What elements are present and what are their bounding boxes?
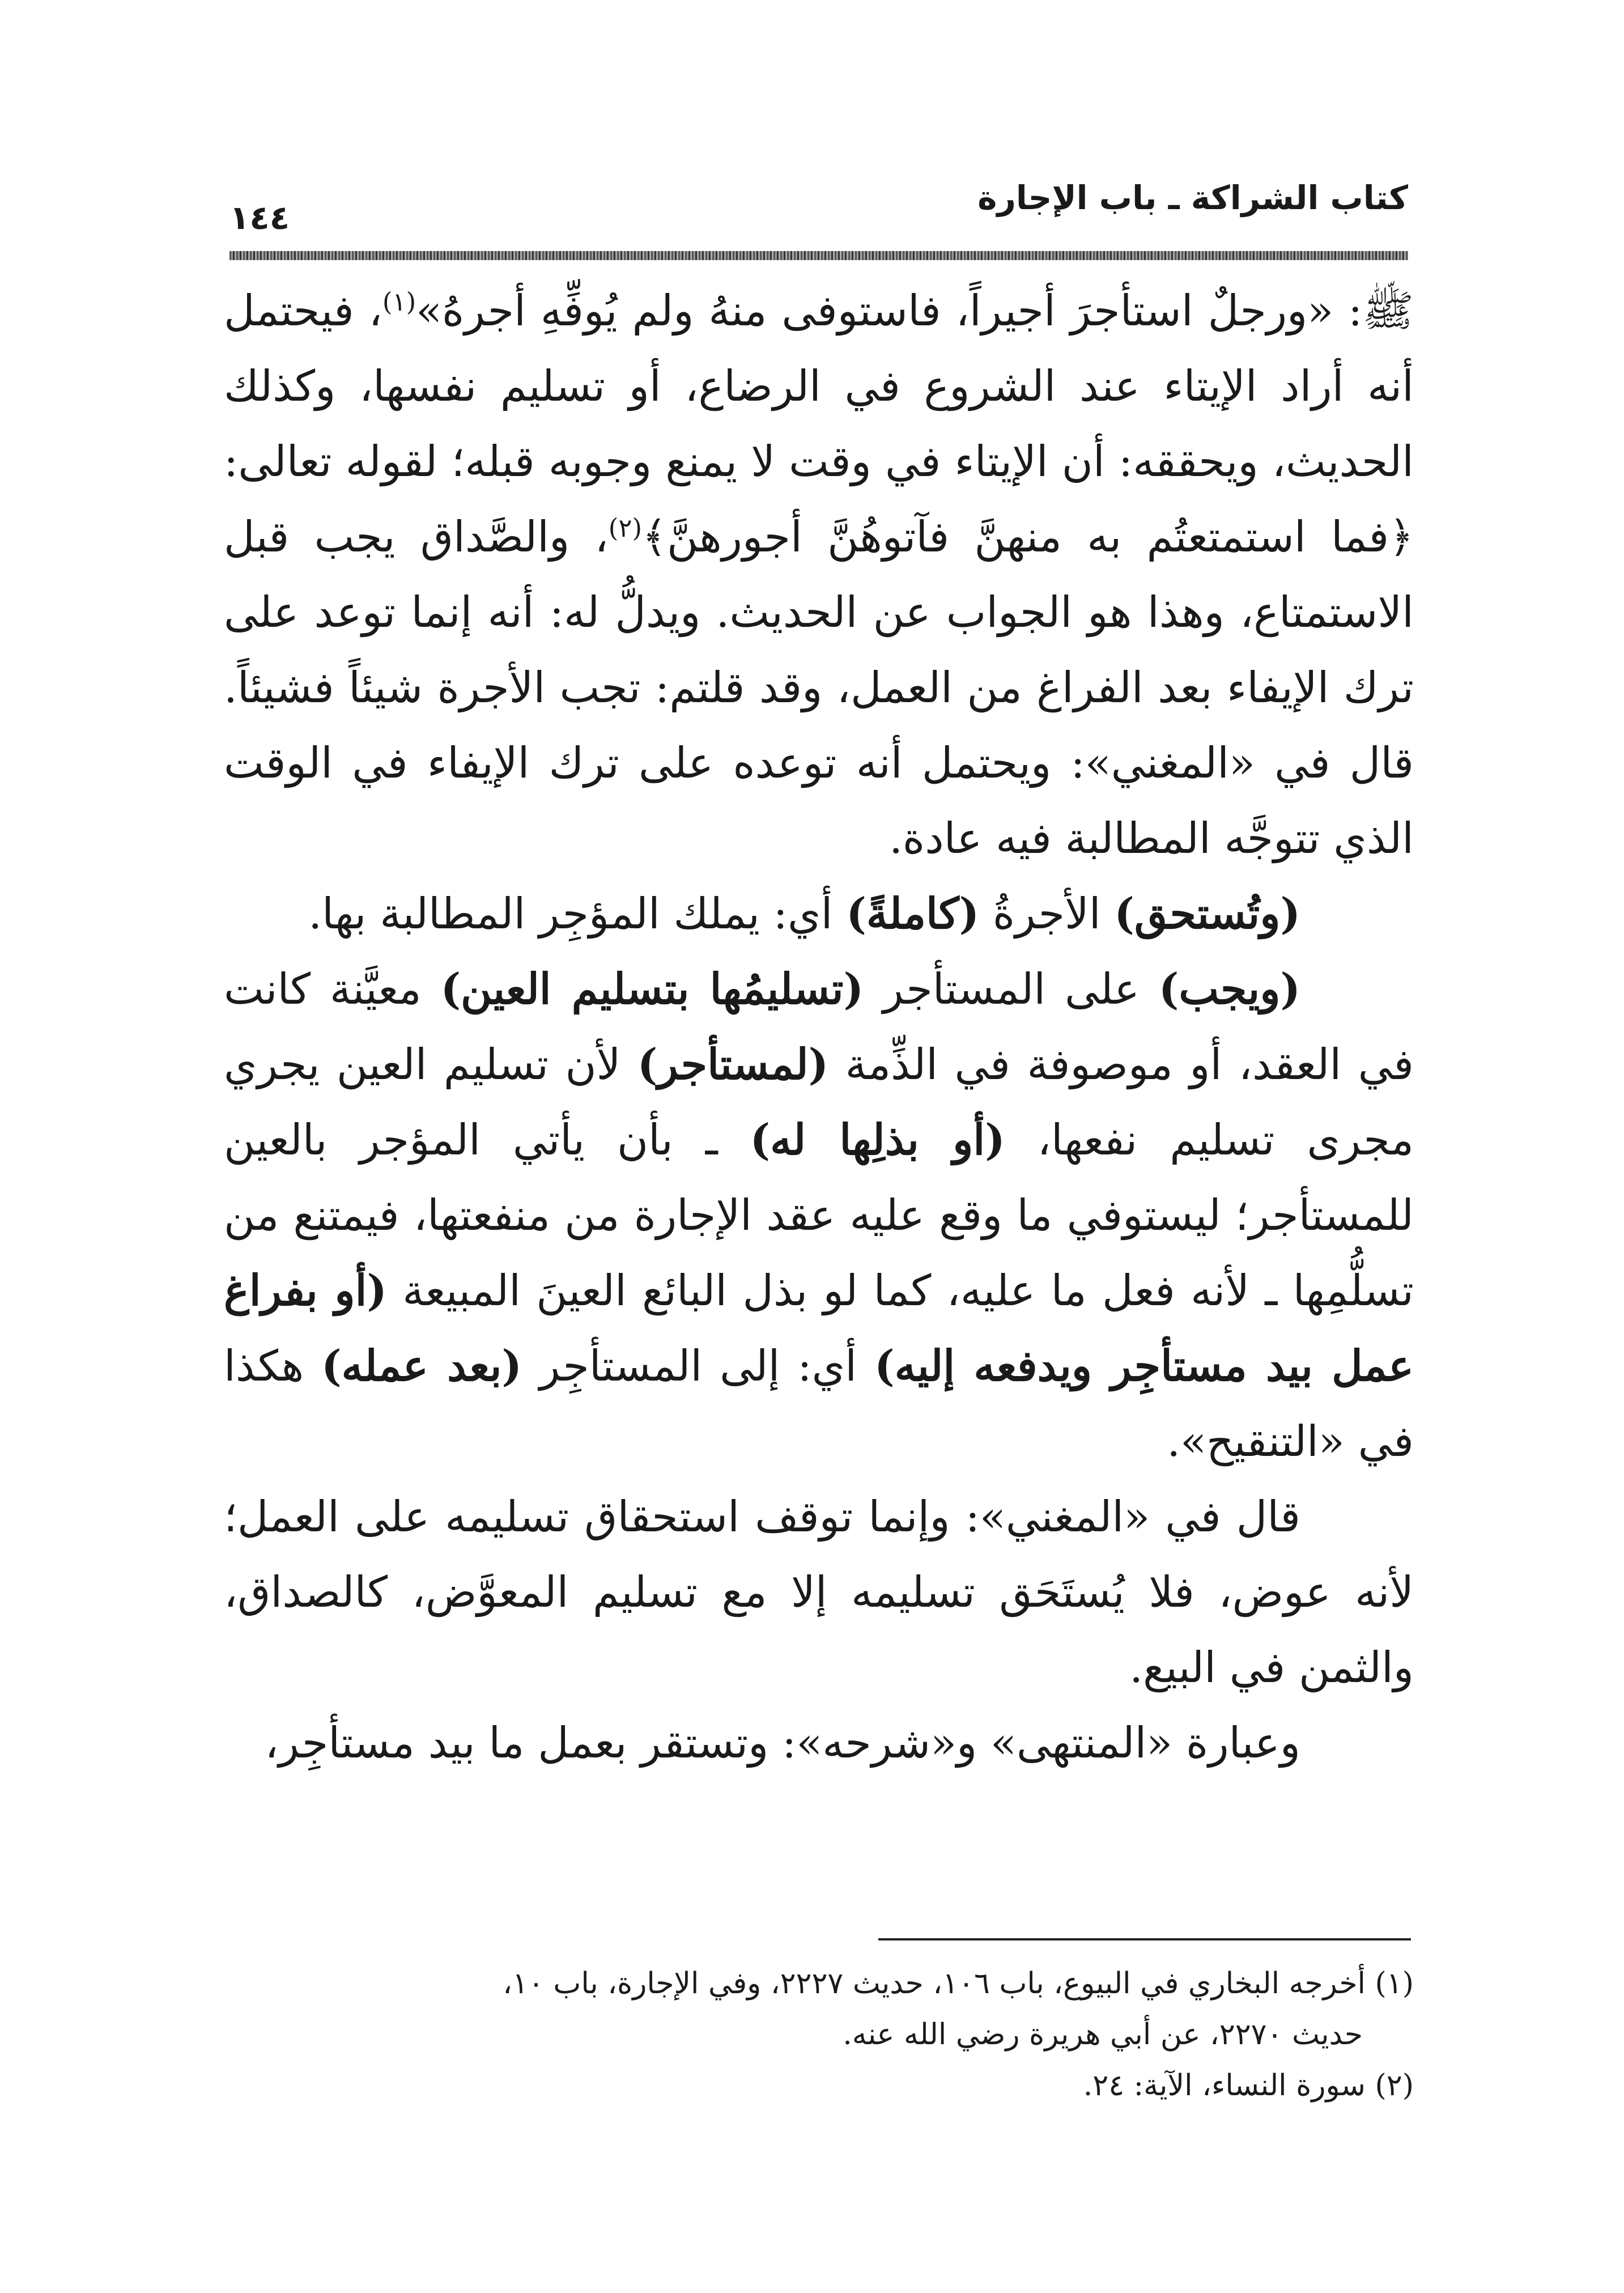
footnote-marker: (٢) — [608, 513, 643, 543]
header-title: كتاب الشراكة ـ باب الإجارة — [977, 179, 1408, 217]
commentary-text: قال في «المغني»: وإنما توقف استحقاق تسليمه على العمل؛ لأنه عوض، فلا يُستَحَق تسليمه إلا مع تسليم المعوَّض، كالصداق، والثمن في البيع. — [210, 1492, 1414, 1692]
footnote — [224, 1958, 1414, 2009]
paragraph — [209, 952, 1414, 1479]
commentary-text: معيَّنة كانت في العقد، أو موصوفة في الذِّمة — [210, 964, 1414, 1089]
commentary-text: لأن تسليم العين يجري مجرى تسليم نفعها، — [210, 1039, 1414, 1165]
commentary-text: على المستأجر — [864, 964, 1159, 1014]
footnote-number: (٢) — [1365, 2069, 1414, 2103]
matn-text: (تسليمُها بتسليم العين) — [440, 964, 864, 1014]
matn-text: (لمستأجر) — [637, 1039, 829, 1089]
paragraph — [224, 876, 1414, 952]
page-number: ١٤٤ — [229, 198, 290, 237]
commentary-text: ، فيحتمل أنه أراد الإيتاء عند الشروع في الرضاع، أو تسليم نفسها، وكذلك الحديث، ويحققه: أن الإيتاء في وقت لا يمنع وجوبه قبله؛ لقوله تعالى: ﴿فما استمتعتُم به منهنَّ فآتوهُنَّ أجورهنَّ﴾ — [210, 286, 1414, 562]
footnote-divider — [878, 1938, 1411, 1940]
matn-text: (كاملةً) — [846, 889, 980, 939]
footnote-text: أخرجه البخاري في البيوع، باب ١٠٦، حديث ٢٢٢٧، وفي الإجارة، باب ١٠، — [503, 1967, 1366, 2001]
matn-text: (أو بفراغ عمل بيد مستأجِر ويدفعه إليه) — [209, 1266, 1414, 1391]
commentary-text: ـ بأن يأتي المؤجر بالعين للمستأجر؛ ليستوفي ما وقع عليه عقد الإجارة من منفعتها، فيمتنع من تسلُّمِها ـ لأنه فعل ما عليه، كما لو بذل البائع العينَ المبيعة — [210, 1115, 1414, 1315]
commentary-text: هكذا في «التنقيح». — [210, 1341, 1414, 1466]
commentary-text: أي: يملك المؤجِر المطالبة بها. — [308, 889, 847, 939]
footnote-text: حديث ٢٢٧٠، عن أبي هريرة رضي الله عنه. — [843, 2018, 1363, 2052]
footnote — [224, 2009, 1414, 2060]
footnote-text: سورة النساء، الآية: ٢٤. — [1083, 2069, 1366, 2103]
paragraph — [210, 273, 1414, 876]
footnotes — [224, 1958, 1414, 2111]
footnote-marker: (١) — [382, 287, 416, 317]
matn-text: (وتُستحق) — [1114, 889, 1300, 939]
footnote — [224, 2060, 1414, 2111]
commentary-text: ﷺ: «ورجلٌ استأجرَ أجيراً، فاستوفى منهُ ولم يُوفِّهِ أجرهُ» — [416, 286, 1414, 336]
commentary-text: ، والصَّداق يجب قبل الاستمتاع، وهذا هو الجواب عن الحديث. ويدلُّ له: أنه إنما توعد على ترك الإيفاء بعد الفراغ من العمل، وقد قلتم: تجب الأجرة شيئاً فشيئاً. قال في «المغني»: ويحتمل أنه توعده على ترك الإيفاء في الوقت الذي تتوجَّه المطالبة فيه عادة. — [210, 512, 1414, 863]
footnote-number: (١) — [1365, 1967, 1414, 2001]
running-header — [229, 170, 1408, 249]
header-divider — [229, 251, 1408, 260]
paragraph — [210, 1479, 1414, 1705]
main-text — [209, 273, 1414, 1781]
matn-text: (أو بذلِها له) — [750, 1115, 1005, 1165]
commentary-text: الأجرةُ — [979, 889, 1115, 939]
commentary-text: أي: إلى المستأجِر — [521, 1341, 875, 1391]
paragraph — [224, 1705, 1414, 1781]
matn-text: (بعد عمله) — [321, 1341, 522, 1391]
matn-text: (ويجب) — [1158, 964, 1301, 1014]
commentary-text: وعبارة «المنتهى» و«شرحه»: وتستقر بعمل ما بيد مستأجِر، — [265, 1718, 1300, 1768]
